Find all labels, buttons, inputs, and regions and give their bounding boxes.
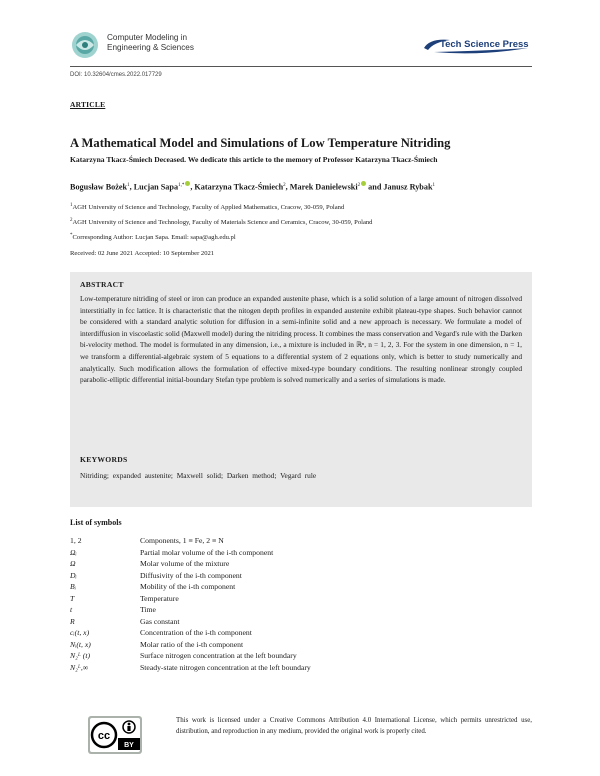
author-name[interactable]: Lucjan Sapa (133, 182, 179, 192)
keywords-text: Nitriding; expanded austenite; Maxwell solid; Darken method; Vegard rule (80, 471, 317, 480)
affiliation-2: $^2$AGH University of Science and Technology, Faculty of Materials Science and Ceramics, Cracow, 30-059, Poland (70, 218, 373, 227)
received-accepted-dates: Received: 02 June 2021 Accepted: 10 September 2021 (70, 250, 215, 257)
abstract-text: Low-temperature nitriding of steel or iron can produce an expanded austenite phase, which is a solid solution of a large amount of nitrogen dissolved interstitially in fcc lattice. It is characteristic that the nitogen depth profiles in expanded austenite exhibit plateau-type shapes. Such behavior cannot be considered with a standard analytic solution for diffusion in a semi-infinite solid and a new approach is necessary. We formulate a model of interdiffusion in viscoelastic solid (Maxwell model) during the nitriding process. It combines the mass conservation and Vegard's rule with the Darken bi-velocity method. The model is formulated in any dimension, i.e., a mixture is included in ℝⁿ, n = 1, 2, 3. For the system in one dimension, n = 1, we transform a differential-algebraic system of 5 equations to a differential system of 2 equations only, which is better to study numerically and analytically. Such modification allows the formulation of effective mixed-type boundary conditions. The resulting nonlinear strongly coupled parabolic-elliptic differential initial-boundary Stefan type problem is solved numerically and a series of simulations is made. (80, 294, 522, 385)
svg-text:cc: cc (97, 730, 111, 742)
symbols-heading: List of symbols (70, 518, 122, 527)
journal-name (107, 33, 194, 53)
orcid-icon[interactable] (185, 181, 190, 186)
dedication-note: Katarzyna Tkacz-Śmiech Deceased. We dedicate this article to the memory of Professor Katarzyna Tkacz-Śmiech (70, 155, 438, 164)
creative-commons-icon[interactable] (88, 716, 142, 754)
article-title: A Mathematical Model and Simulations of Low Temperature Nitriding (70, 136, 451, 150)
author-list: Bogusław Bożek$^1$, Lucjan Sapa$^{1,*}$ , Katarzyna Tkacz-Śmiech$^2$, Marek Danielewski$^2$ and Janusz Rybak$^1$ (70, 182, 436, 192)
journal-logo-icon (70, 30, 100, 60)
journal-name-line1: Computer Modeling in (107, 33, 188, 42)
author-name[interactable]: Katarzyna Tkacz-Śmiech (194, 182, 284, 192)
author-name[interactable]: Janusz Rybak (383, 182, 433, 192)
author-affiliation-mark: 1 (432, 183, 436, 188)
corresponding-author: *Corresponding Author: Lucjan Sapa. Email: sapa@agh.edu.pl (70, 233, 236, 242)
header-divider (70, 66, 532, 67)
cc-by-label: BY (124, 742, 134, 749)
license-text: This work is licensed under a Creative Commons Attribution 4.0 International License, which permits unrestricted use, distribution, and reproduction in any medium, provided the original work is properly cited. (176, 717, 532, 735)
keywords-heading: KEYWORDS (80, 455, 128, 464)
author-affiliation-mark: 2 (357, 183, 361, 188)
article-type-label: ARTICLE (70, 100, 106, 109)
journal-name-line2: Engineering & Sciences (107, 43, 194, 52)
orcid-icon[interactable] (361, 181, 366, 186)
publisher-name: Tech Science Press (440, 39, 529, 50)
author-affiliation-mark: 1 (127, 183, 130, 188)
affiliation-1: $^1$AGH University of Science and Technology, Faculty of Applied Mathematics, Cracow, 30-059, Poland (70, 203, 345, 212)
author-affiliation-mark: 2 (283, 183, 286, 188)
abstract-heading: ABSTRACT (80, 280, 124, 289)
author-name[interactable]: Marek Danielewski (289, 182, 358, 192)
author-name[interactable]: Bogusław Bożek (70, 182, 128, 192)
doi[interactable]: DOI: 10.32604/cmes.2022.017729 (70, 72, 162, 78)
author-affiliation-mark: 1,* (178, 183, 185, 188)
